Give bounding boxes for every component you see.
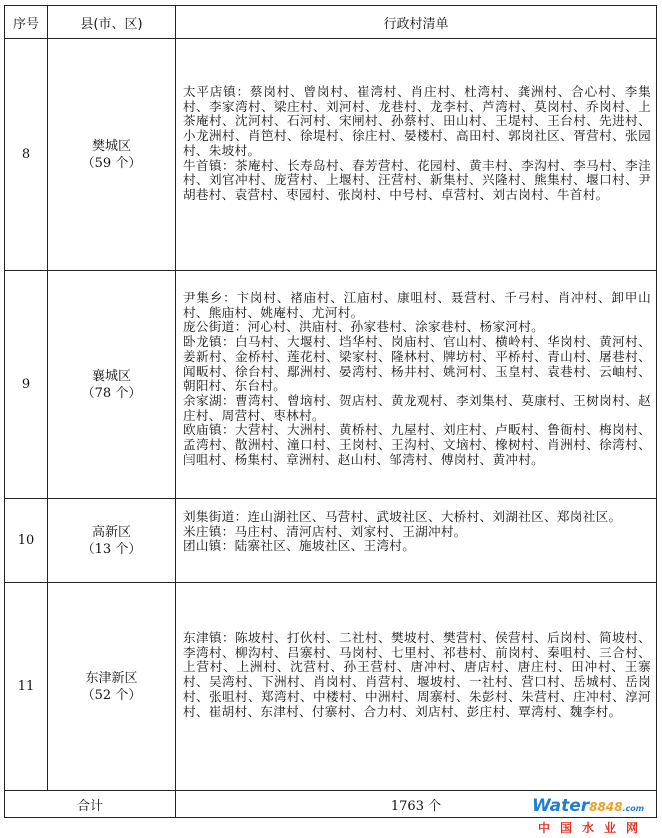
village-list xyxy=(183,510,651,554)
total-value: 1763 个 xyxy=(390,799,442,814)
county-name: 东津新区 xyxy=(85,670,138,686)
column-divider xyxy=(175,6,176,818)
row-index: 11 xyxy=(17,679,35,694)
village-count: （52 个） xyxy=(81,687,142,703)
village-count: （78 个） xyxy=(81,385,142,401)
county-cell xyxy=(48,499,175,582)
town-entry: 米庄镇：马庄村、清河店村、刘家村、王湖冲村。 xyxy=(183,523,467,539)
town-entry: 牛首镇：茶庵村、长寿岛村、春芳营村、花园村、黄丰村、李沟村、李马村、李洼村、刘官冲村、庞营村、上堰村、汪营村、新集村、兴隆村、熊集村、堰口村、尹胡巷村、袁营村、枣园村、张岗村、中号村、卓营村、刘古岗村、牛首村。 xyxy=(183,157,651,202)
watermark-number: 8848 xyxy=(589,800,623,814)
town-entry: 东津镇：陈坡村、打伙村、二社村、樊坡村、樊营村、侯营村、后岗村、简坡村、李湾村、柳沟村、吕寨村、马岗村、七里村、祁巷村、前岗村、秦咀村、三合村、上营村、上洲村、沈营村、孙王营村、唐冲村、唐店村、唐庄村、田冲村、王寨村、吴湾村、下洲村、肖岗村、肖营村、堰坡村、一社村、营口村、岳城村、岳岗村、张咀村、郑湾村、中楼村、中洲村、周寨村、朱彭村、朱营村、庄冲村、淳河村、崔胡村、东津村、付寨村、合力村、刘店村、彭庄村、覃湾村、魏李村。 xyxy=(183,630,651,719)
county-name: 樊城区 xyxy=(91,138,131,154)
row-index: 8 xyxy=(21,147,31,162)
town-entry: 卧龙镇：白马村、大堰村、垱华村、岗庙村、官山村、横岭村、华岗村、黄河村、姜新村、金桥村、莲花村、梁家村、隆林村、牌坊村、平桥村、青山村、屠巷村、闻畈村、徐台村、鄢洲村、晏湾村、杨井村、姚河村、玉皇村、袁巷村、云岫村、朝阳村、东台村。 xyxy=(183,334,651,394)
watermark-cn: 中国水业网 xyxy=(538,821,649,835)
county-name: 襄城区 xyxy=(91,368,131,384)
town-entry: 庞公街道：河心村、洪庙村、孙家巷村、涂家巷村、杨家河村。 xyxy=(183,319,545,335)
county-name: 高新区 xyxy=(91,524,131,540)
header-village-list: 行政村清单 xyxy=(383,16,449,32)
town-entry: 刘集街道：连山湖社区、马营村、武坡社区、大桥村、刘湖社区、郑岗社区。 xyxy=(183,509,622,524)
watermark-domain: .com xyxy=(622,804,645,813)
town-entry: 欧庙镇：大营村、大洲村、黄桥村、九屋村、刘庄村、卢畈村、鲁衙村、梅岗村、孟湾村、散洲村、潼口村、王岗村、王沟村、文垴村、橡树村、肖洲村、徐湾村、闫咀村、杨集村、章洲村、赵山村、邹湾村、傅岗村、黄冲村。 xyxy=(183,422,651,467)
village-list xyxy=(183,85,651,203)
county-cell xyxy=(48,39,175,270)
total-label: 合计 xyxy=(76,799,103,814)
row-index: 9 xyxy=(21,377,31,392)
village-list xyxy=(183,291,651,467)
village-count: （59 个） xyxy=(81,155,142,171)
header-county: 县(市、区) xyxy=(80,16,143,32)
village-table xyxy=(4,5,657,818)
county-cell xyxy=(48,271,175,498)
county-cell xyxy=(48,583,175,790)
village-count: （13 个） xyxy=(81,541,142,557)
town-entry: 太平店镇：蔡岗村、曾岗村、崔湾村、肖庄村、杜湾村、龚洲村、合心村、李集村、李家湾村、梁庄村、刘河村、龙巷村、龙李村、芦湾村、莫岗村、乔岗村、上茶庵村、沈河村、石河村、宋闸村、孙蔡村、田山村、王堤村、王台村、先进村、小龙洲村、肖笆村、徐堤村、徐庄村、晏楼村、高田村、郭岗社区、胥营村、张园村、朱坡村。 xyxy=(183,84,651,158)
watermark-logo xyxy=(530,796,658,836)
watermark-word: Water xyxy=(532,796,590,816)
town-entry: 尹集乡：卞岗村、褚庙村、江庙村、康咀村、聂营村、千弓村、肖冲村、卸甲山村、熊庙村、姚庵村、尤河村。 xyxy=(183,290,651,320)
town-entry: 团山镇：陆寨社区、施坡社区、王湾村。 xyxy=(183,538,416,554)
row-index: 10 xyxy=(17,533,35,548)
watermark-brand xyxy=(532,796,644,816)
header-index: 序号 xyxy=(12,16,39,32)
town-entry: 余家湖：曹湾村、曾垴村、贺店村、黄龙观村、李刘集村、莫康村、王树岗村、赵庄村、周营村、枣林村。 xyxy=(183,392,651,423)
village-list xyxy=(183,631,651,719)
